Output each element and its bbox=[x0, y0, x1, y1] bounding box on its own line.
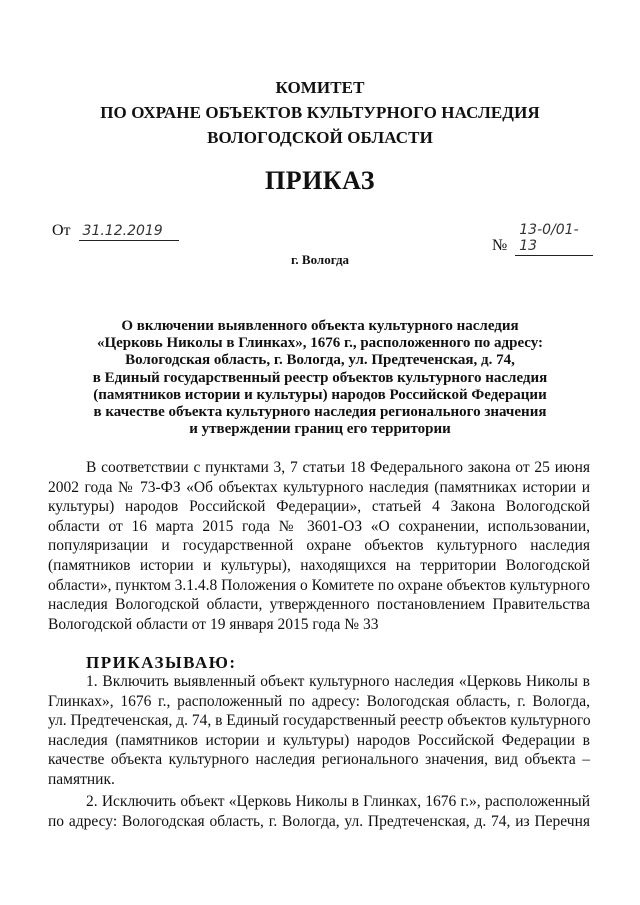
preamble-line: В соответствии с пунктами 3, 7 статьи 18 Федерального закона от 25 июня bbox=[86, 459, 590, 476]
preamble-line: области», пунктом 3.1.4.8 Положения о Комитете по охране объектов культурного bbox=[48, 576, 591, 594]
preamble-paragraph bbox=[48, 458, 590, 634]
title-line: О включении выявленного объекта культурного наследия bbox=[121, 318, 519, 334]
item-2-line: по адресу: Вологодская область, г. Вологда, ул. Предтеченская, д. 74, из Перечня bbox=[48, 812, 590, 830]
title-line: в Единый государственный реестр объектов культурного наследия bbox=[92, 369, 548, 386]
preamble-line: популяризации и государственной охране объектов культурного наследия bbox=[48, 537, 590, 555]
preamble-line: Вологодской области от 19 января 2015 года № 33 bbox=[48, 615, 379, 633]
document-type: ПРИКАЗ bbox=[264, 166, 376, 195]
committee-name-line-2: ПО ОХРАНЕ ОБЪЕКТОВ КУЛЬТУРНОГО НАСЛЕДИЯ bbox=[100, 103, 540, 122]
date-value: 31.12.2019 bbox=[79, 223, 179, 241]
item-2-line: 2. Исключить объект «Церковь Николы в Глинках, 1676 г.», расположенный bbox=[86, 793, 590, 810]
date-field bbox=[52, 222, 179, 241]
title-line: в качестве объекта культурного наследия регионального значения bbox=[93, 404, 547, 421]
order-title bbox=[80, 318, 560, 438]
item-1-line: ул. Предтеченская, д. 74, в Единый государственный реестр объектов культурного bbox=[48, 712, 591, 730]
title-line: «Церковь Николы в Глинках», 1676 г., расположенного по адресу: bbox=[96, 335, 544, 352]
preamble-line: культуры) народов Российской Федерации», статьей 4 Закона Вологодской bbox=[48, 498, 590, 516]
item-1-line: 1. Включить выявленный объект культурного наследия «Церковь Николы в bbox=[86, 673, 590, 690]
preamble-line: области от 16 марта 2015 года № 3601-ОЗ «О сохранении, использовании, bbox=[48, 517, 590, 535]
committee-name-line-3: ВОЛОГОДСКОЙ ОБЛАСТИ bbox=[207, 128, 433, 147]
title-line: Вологодская область, г. Вологда, ул. Предтеченская, д. 74, bbox=[125, 352, 515, 369]
number-value: 13-0/01-13 bbox=[515, 222, 593, 256]
order-directive: ПРИКАЗЫВАЮ: bbox=[86, 653, 237, 672]
item-1-line: наследия (памятников истории и культуры) народов Российской Федерации в bbox=[48, 731, 590, 749]
order-item-2 bbox=[48, 792, 590, 831]
number-label: № bbox=[492, 237, 508, 254]
preamble-line: наследия Вологодской области, утвержденного постановлением Правительства bbox=[48, 596, 590, 614]
preamble-line: 2002 года № 73-ФЗ «Об объектах культурного наследия (памятниках истории и bbox=[48, 478, 590, 496]
preamble-line: (памятников истории и культуры), находящихся на территории Вологодской bbox=[48, 556, 590, 574]
item-1-line: памятник. bbox=[48, 770, 115, 788]
item-1-line: качестве объекта культурного наследия регионального значения, вид объекта – bbox=[48, 751, 590, 769]
title-line: и утверждении границ его территории bbox=[189, 421, 451, 438]
order-item-1 bbox=[48, 672, 590, 790]
committee-name-line-1: КОМИТЕТ bbox=[275, 78, 365, 97]
item-1-line: Глинках», 1676 г., расположенный по адресу: Вологодская область, г. Вологда, bbox=[48, 692, 590, 710]
number-field bbox=[492, 222, 593, 256]
city: г. Вологда bbox=[290, 252, 350, 267]
date-label: От bbox=[52, 222, 71, 239]
title-line: (памятников истории и культуры) народов Российской Федерации bbox=[93, 386, 547, 403]
